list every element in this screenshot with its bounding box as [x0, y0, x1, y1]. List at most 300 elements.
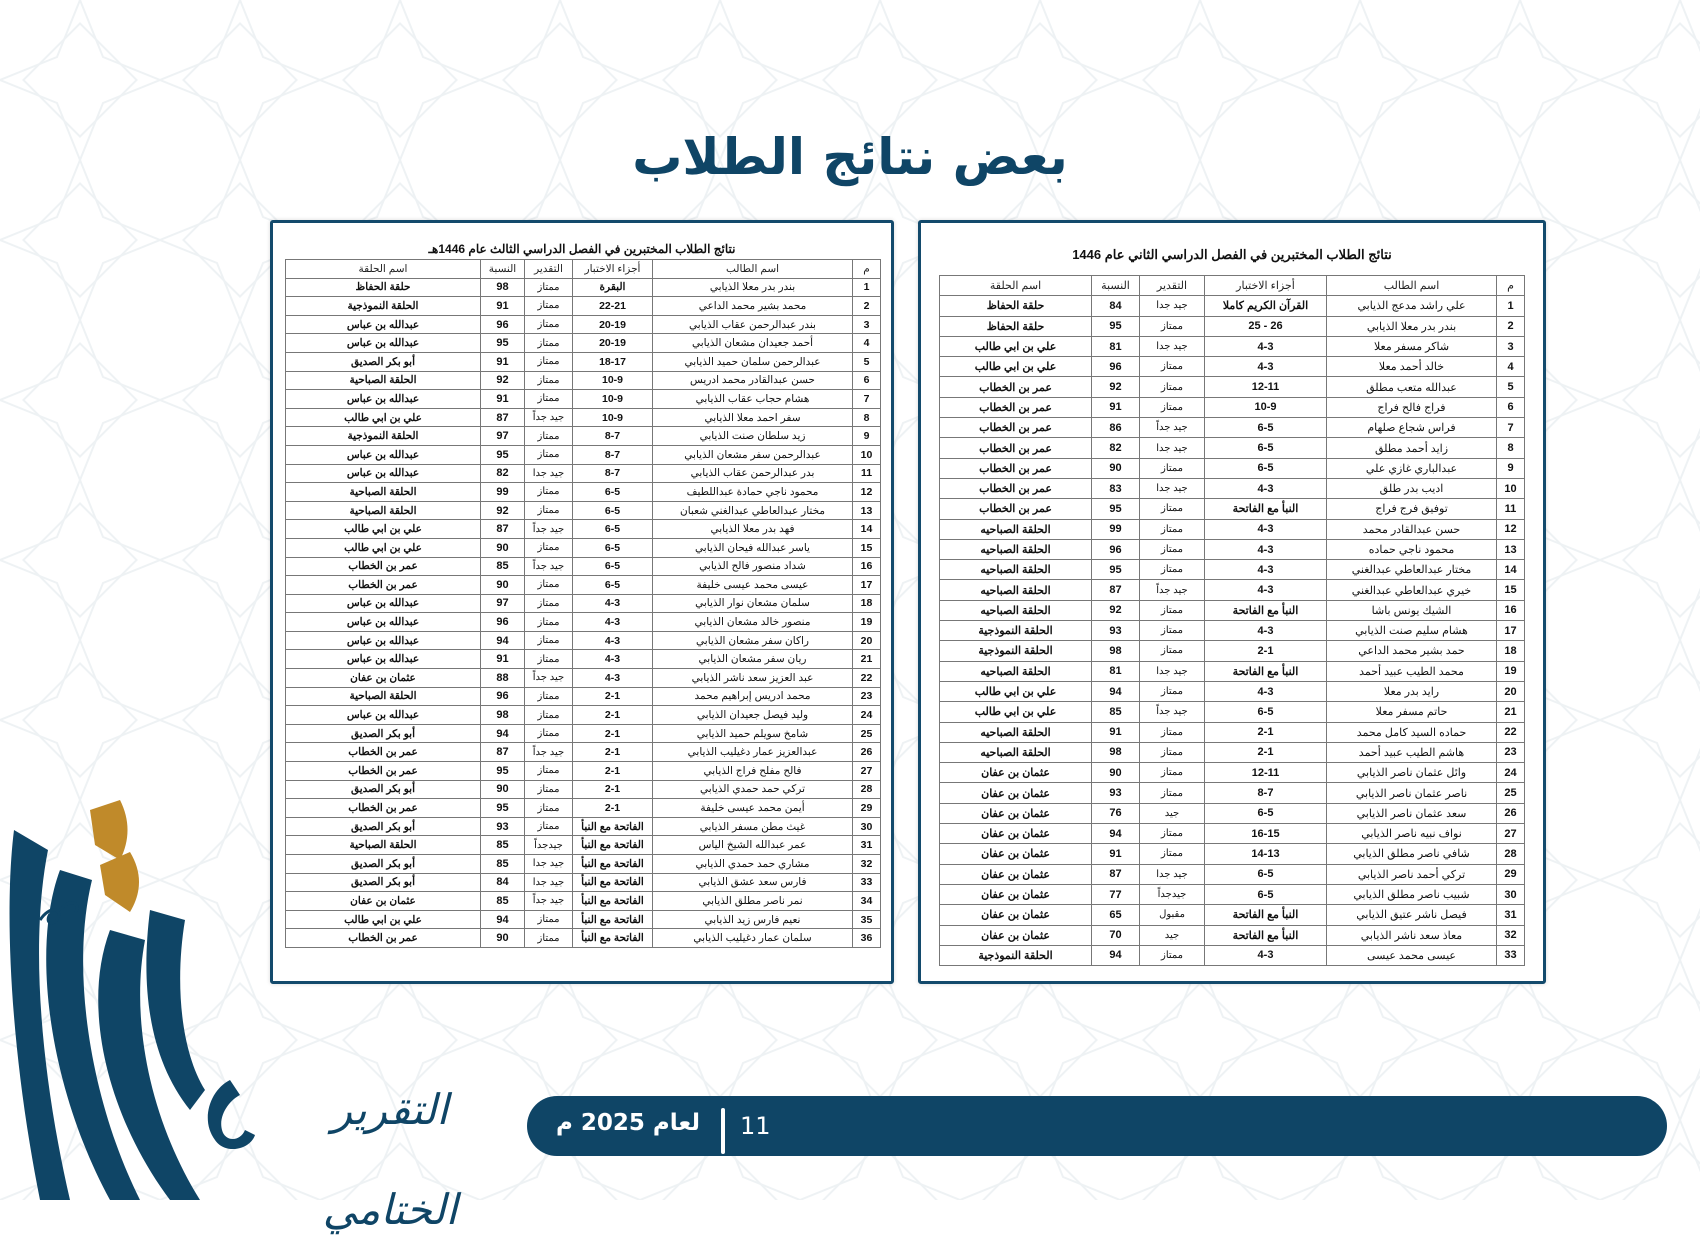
- circle-name: الحلقة الصباحية: [286, 687, 481, 706]
- circle-name: حلقة الحفاظ: [940, 296, 1092, 316]
- row-index: 31: [1497, 905, 1525, 925]
- test-parts: 6-5: [1205, 803, 1327, 823]
- test-parts: 2-1: [573, 780, 653, 799]
- table-row: [940, 336, 1525, 356]
- score: 92: [481, 371, 525, 390]
- circle-name: أبو بكر الصديق: [286, 873, 481, 892]
- row-index: 5: [853, 352, 881, 371]
- table-row: [286, 390, 881, 409]
- student-name: هاشم الطيب عبيد أحمد: [1327, 742, 1497, 762]
- table-row: [940, 803, 1525, 823]
- grade: ممتاز: [1140, 641, 1205, 661]
- test-parts: 12-11: [1205, 763, 1327, 783]
- grade: ممتاز: [1140, 539, 1205, 559]
- score: 94: [481, 631, 525, 650]
- student-name: فارس سعد عشق الذيابي: [653, 873, 853, 892]
- test-parts: 6-5: [573, 501, 653, 520]
- student-name: شامخ سويلم حميد الذيابي: [653, 724, 853, 743]
- test-parts: 26 - 25: [1205, 316, 1327, 336]
- student-name: مشاري حمد حمدي الذيابي: [653, 855, 853, 874]
- grade: ممتاز: [525, 929, 573, 948]
- report-title-calligraphy: التقرير الختامي: [322, 1085, 458, 1234]
- row-index: 15: [853, 538, 881, 557]
- circle-name: عمر بن الخطاب: [286, 576, 481, 595]
- results-panel-third-term: [270, 220, 894, 984]
- score: 84: [481, 873, 525, 892]
- circle-name: علي بن ابي طالب: [286, 408, 481, 427]
- student-name: محمود ناجي حماده: [1327, 539, 1497, 559]
- score: 86: [1092, 418, 1140, 438]
- student-name: سفر احمد معلا الذيابي: [653, 408, 853, 427]
- student-name: نمر ناصر مطلق الذيابي: [653, 892, 853, 911]
- row-index: 9: [1497, 458, 1525, 478]
- grade: ممتاز: [1140, 824, 1205, 844]
- circle-name: الحلقة الصباحية: [286, 483, 481, 502]
- row-index: 32: [1497, 925, 1525, 945]
- score: 98: [481, 278, 525, 297]
- test-parts: 2-1: [573, 799, 653, 818]
- test-parts: 4-3: [1205, 539, 1327, 559]
- grade: جيد جدا: [1140, 336, 1205, 356]
- table-row: [940, 702, 1525, 722]
- header-circle: اسم الحلقة: [286, 260, 481, 279]
- footer-divider: [721, 1108, 725, 1154]
- header-circle: اسم الحلقة: [940, 276, 1092, 296]
- circle-name: عثمان بن عفان: [940, 925, 1092, 945]
- student-name: عمر عبدالله الشيخ الياس: [653, 836, 853, 855]
- circle-name: عثمان بن عفان: [940, 763, 1092, 783]
- test-parts: 10-9: [573, 390, 653, 409]
- circle-name: الحلقة الصباحيه: [940, 560, 1092, 580]
- score: 90: [1092, 763, 1140, 783]
- score: 92: [481, 501, 525, 520]
- grade: ممتاز: [1140, 377, 1205, 397]
- table-row: [940, 397, 1525, 417]
- score: 95: [481, 334, 525, 353]
- circle-name: عبدالله بن عباس: [286, 594, 481, 613]
- score: 84: [1092, 296, 1140, 316]
- table-row: [940, 742, 1525, 762]
- student-name: شاكر مسفر معلا: [1327, 336, 1497, 356]
- circle-name: عمر بن الخطاب: [940, 377, 1092, 397]
- table-row: [286, 799, 881, 818]
- table-row: [286, 743, 881, 762]
- test-parts: 20-19: [573, 334, 653, 353]
- table-row: [940, 925, 1525, 945]
- test-parts: 4-3: [1205, 336, 1327, 356]
- test-parts: 2-1: [1205, 722, 1327, 742]
- score: 97: [481, 594, 525, 613]
- circle-name: عبدالله بن عباس: [286, 631, 481, 650]
- student-name: شبيب ناصر مطلق الذيابي: [1327, 884, 1497, 904]
- score: 95: [481, 799, 525, 818]
- grade: ممتاز: [1140, 742, 1205, 762]
- grade: جيد جداً: [1140, 418, 1205, 438]
- test-parts: القرآن الكريم كاملا: [1205, 296, 1327, 316]
- student-name: رايد بدر معلا: [1327, 681, 1497, 701]
- score: 87: [1092, 864, 1140, 884]
- table-row: [286, 408, 881, 427]
- row-index: 33: [853, 873, 881, 892]
- row-index: 16: [853, 557, 881, 576]
- row-index: 15: [1497, 580, 1525, 600]
- table-row: [286, 855, 881, 874]
- circle-name: عثمان بن عفان: [940, 864, 1092, 884]
- circle-name: الحلقة الصباحيه: [940, 742, 1092, 762]
- circle-name: أبو بكر الصديق: [286, 724, 481, 743]
- table-row: [286, 910, 881, 929]
- grade: ممتاز: [525, 538, 573, 557]
- score: 94: [1092, 945, 1140, 965]
- table-row: [940, 641, 1525, 661]
- score: 91: [1092, 844, 1140, 864]
- header-index: م: [853, 260, 881, 279]
- student-name: أيمن محمد عيسى خليفة: [653, 799, 853, 818]
- grade: جيد جدا: [1140, 478, 1205, 498]
- grade: ممتاز: [1140, 499, 1205, 519]
- table-row: [286, 669, 881, 688]
- table-row: [940, 499, 1525, 519]
- test-parts: 2-1: [1205, 742, 1327, 762]
- grade: ممتاز: [525, 427, 573, 446]
- row-index: 17: [853, 576, 881, 595]
- row-index: 23: [1497, 742, 1525, 762]
- circle-name: عبدالله بن عباس: [286, 650, 481, 669]
- table-row: [286, 315, 881, 334]
- score: 91: [481, 297, 525, 316]
- circle-name: عمر بن الخطاب: [940, 478, 1092, 498]
- student-name: منصور خالد مشعان الذيابي: [653, 613, 853, 632]
- circle-name: عبدالله بن عباس: [286, 445, 481, 464]
- test-parts: النبأ مع الفاتحة: [1205, 925, 1327, 945]
- test-parts: 4-3: [1205, 478, 1327, 498]
- table-row: [286, 427, 881, 446]
- circle-name: عبدالله بن عباس: [286, 706, 481, 725]
- row-index: 17: [1497, 621, 1525, 641]
- score: 87: [481, 408, 525, 427]
- student-name: اديب بدر طلق: [1327, 478, 1497, 498]
- circle-name: عمر بن الخطاب: [940, 397, 1092, 417]
- grade: ممتاز: [525, 650, 573, 669]
- table-row: [940, 438, 1525, 458]
- test-parts: 4-3: [573, 631, 653, 650]
- test-parts: 6-5: [573, 538, 653, 557]
- test-parts: 4-3: [1205, 519, 1327, 539]
- student-name: بندر بدر معلا الذيابي: [1327, 316, 1497, 336]
- header-grade: التقدير: [525, 260, 573, 279]
- row-index: 2: [853, 297, 881, 316]
- student-name: فالح مفلح فراج الذيابي: [653, 762, 853, 781]
- table-row: [940, 377, 1525, 397]
- circle-name: علي بن ابي طالب: [940, 681, 1092, 701]
- score: 96: [1092, 357, 1140, 377]
- score: 65: [1092, 905, 1140, 925]
- student-name: فراج فالح فراج: [1327, 397, 1497, 417]
- row-index: 32: [853, 855, 881, 874]
- row-index: 6: [853, 371, 881, 390]
- table-row: [286, 520, 881, 539]
- table-row: [286, 445, 881, 464]
- student-name: شافي ناصر مطلق الذيابي: [1327, 844, 1497, 864]
- score: 81: [1092, 336, 1140, 356]
- student-name: نعيم فارس زيد الذيابي: [653, 910, 853, 929]
- row-index: 26: [853, 743, 881, 762]
- score: 90: [481, 929, 525, 948]
- grade: ممتاز: [525, 799, 573, 818]
- table-row: [286, 892, 881, 911]
- circle-name: الحلقة الصباحيه: [940, 539, 1092, 559]
- score: 92: [1092, 600, 1140, 620]
- student-name: وائل عثمان ناصر الذيابي: [1327, 763, 1497, 783]
- score: 96: [481, 613, 525, 632]
- circle-name: الحلقة الصباحية: [286, 371, 481, 390]
- row-index: 6: [1497, 397, 1525, 417]
- test-parts: النبأ مع الفاتحة: [1205, 499, 1327, 519]
- header-grade: التقدير: [1140, 276, 1205, 296]
- row-index: 18: [1497, 641, 1525, 661]
- score: 99: [1092, 519, 1140, 539]
- table-row: [286, 594, 881, 613]
- row-index: 10: [853, 445, 881, 464]
- circle-name: الحلقة الصباحية: [286, 501, 481, 520]
- row-index: 3: [1497, 336, 1525, 356]
- circle-name: عبدالله بن عباس: [286, 315, 481, 334]
- circle-name: علي بن ابي طالب: [286, 520, 481, 539]
- circle-name: عثمان بن عفان: [940, 905, 1092, 925]
- table-title: نتائج الطلاب المختبرين في الفصل الدراسي الثاني عام 1446: [1072, 247, 1392, 262]
- row-index: 21: [853, 650, 881, 669]
- grade: ممتاز: [1140, 722, 1205, 742]
- student-name: فراس شجاع صلهام: [1327, 418, 1497, 438]
- circle-name: الحلقة الصباحية: [286, 836, 481, 855]
- grade: جيد جدا: [1140, 438, 1205, 458]
- student-name: عبد العزيز سعد ناشر الذيابي: [653, 669, 853, 688]
- grade: ممتاز: [1140, 397, 1205, 417]
- test-parts: 4-3: [573, 613, 653, 632]
- grade: جيدجداً: [1140, 884, 1205, 904]
- student-name: أحمد جعيدان مشعان الذيابي: [653, 334, 853, 353]
- grade: ممتاز: [525, 334, 573, 353]
- test-parts: 6-5: [1205, 418, 1327, 438]
- row-index: 7: [1497, 418, 1525, 438]
- row-index: 29: [1497, 864, 1525, 884]
- table-row: [286, 278, 881, 297]
- header-student-name: اسم الطالب: [653, 260, 853, 279]
- table-row: [940, 722, 1525, 742]
- circle-name: علي بن ابي طالب: [286, 538, 481, 557]
- grade: جيد جدا: [1140, 864, 1205, 884]
- test-parts: 14-13: [1205, 844, 1327, 864]
- row-index: 35: [853, 910, 881, 929]
- student-name: فهد بدر معلا الذيابي: [653, 520, 853, 539]
- calligraphy-logo: [0, 790, 260, 1200]
- grade: جيد: [1140, 925, 1205, 945]
- student-name: حاتم مسفر معلا: [1327, 702, 1497, 722]
- grade: ممتاز: [525, 817, 573, 836]
- student-name: علي راشد مدعج الذيابي: [1327, 296, 1497, 316]
- grade: ممتاز: [525, 483, 573, 502]
- row-index: 19: [853, 613, 881, 632]
- student-name: فيصل ناشر عتيق الذيابي: [1327, 905, 1497, 925]
- score: 98: [1092, 742, 1140, 762]
- test-parts: 6-5: [1205, 864, 1327, 884]
- circle-name: عثمان بن عفان: [940, 884, 1092, 904]
- score: 90: [481, 780, 525, 799]
- circle-name: عثمان بن عفان: [286, 669, 481, 688]
- row-index: 27: [1497, 824, 1525, 844]
- circle-name: أبو بكر الصديق: [286, 817, 481, 836]
- test-parts: 20-19: [573, 315, 653, 334]
- table-row: [940, 316, 1525, 336]
- student-name: غيث مطن مسفر الذيابي: [653, 817, 853, 836]
- score: 91: [481, 390, 525, 409]
- student-name: بندر بدر معلا الذيابي: [653, 278, 853, 297]
- test-parts: 6-5: [1205, 438, 1327, 458]
- score: 82: [1092, 438, 1140, 458]
- student-name: وليد فيصل جعيدان الذيابي: [653, 706, 853, 725]
- student-name: معاذ سعد ناشر الذيابي: [1327, 925, 1497, 945]
- score: 95: [481, 445, 525, 464]
- circle-name: عثمان بن عفان: [940, 783, 1092, 803]
- circle-name: عثمان بن عفان: [940, 844, 1092, 864]
- score: 91: [1092, 397, 1140, 417]
- table-row: [286, 557, 881, 576]
- grade: ممتاز: [525, 315, 573, 334]
- test-parts: 2-1: [573, 687, 653, 706]
- student-name: حسن عبدالقادر محمد ادريس: [653, 371, 853, 390]
- score: 76: [1092, 803, 1140, 823]
- grade: ممتاز: [525, 910, 573, 929]
- student-name: خالد أحمد معلا: [1327, 357, 1497, 377]
- row-index: 13: [1497, 539, 1525, 559]
- circle-name: الحلقة النموذجية: [286, 297, 481, 316]
- test-parts: الفاتحة مع النبأ: [573, 910, 653, 929]
- table-row: [940, 418, 1525, 438]
- test-parts: 16-15: [1205, 824, 1327, 844]
- circle-name: علي بن ابي طالب: [940, 702, 1092, 722]
- row-index: 34: [853, 892, 881, 911]
- row-index: 24: [853, 706, 881, 725]
- score: 81: [1092, 661, 1140, 681]
- table-row: [286, 371, 881, 390]
- test-parts: النبأ مع الفاتحة: [1205, 600, 1327, 620]
- circle-name: عمر بن الخطاب: [286, 762, 481, 781]
- score: 96: [481, 687, 525, 706]
- student-name: نواف نبيه ناصر الذيابي: [1327, 824, 1497, 844]
- test-parts: 10-9: [573, 371, 653, 390]
- test-parts: 8-7: [573, 427, 653, 446]
- table-row: [286, 334, 881, 353]
- grade: جيد جداً: [525, 520, 573, 539]
- test-parts: 2-1: [573, 762, 653, 781]
- grade: ممتاز: [525, 706, 573, 725]
- score: 97: [481, 427, 525, 446]
- circle-name: عمر بن الخطاب: [940, 438, 1092, 458]
- table-row: [286, 352, 881, 371]
- test-parts: 4-3: [573, 594, 653, 613]
- test-parts: 2-1: [573, 706, 653, 725]
- row-index: 8: [853, 408, 881, 427]
- header-score: النسبة: [481, 260, 525, 279]
- student-name: حسن عبدالقادر محمد: [1327, 519, 1497, 539]
- student-name: عيسى محمد عيسى: [1327, 945, 1497, 965]
- circle-name: عبدالله بن عباس: [286, 390, 481, 409]
- row-index: 25: [853, 724, 881, 743]
- score: 93: [1092, 621, 1140, 641]
- student-name: زايد أحمد مطلق: [1327, 438, 1497, 458]
- row-index: 20: [853, 631, 881, 650]
- table-row: [940, 824, 1525, 844]
- grade: ممتاز: [525, 390, 573, 409]
- table-row: [286, 501, 881, 520]
- score: 87: [481, 743, 525, 762]
- row-index: 20: [1497, 681, 1525, 701]
- table-header-row: [286, 260, 881, 279]
- grade: ممتاز: [1140, 316, 1205, 336]
- circle-name: عبدالله بن عباس: [286, 613, 481, 632]
- circle-name: عمر بن الخطاب: [940, 458, 1092, 478]
- circle-name: عمر بن الخطاب: [940, 418, 1092, 438]
- score: 95: [1092, 316, 1140, 336]
- table-row: [286, 817, 881, 836]
- grade: ممتاز: [525, 352, 573, 371]
- grade: ممتاز: [1140, 519, 1205, 539]
- grade: ممتاز: [1140, 560, 1205, 580]
- test-parts: الفاتحة مع النبأ: [573, 892, 653, 911]
- grade: جيد جداً: [525, 892, 573, 911]
- circle-name: علي بن ابي طالب: [940, 336, 1092, 356]
- test-parts: 6-5: [573, 576, 653, 595]
- score: 93: [481, 817, 525, 836]
- table-row: [940, 539, 1525, 559]
- table-row: [940, 296, 1525, 316]
- score: 91: [481, 650, 525, 669]
- score: 94: [481, 910, 525, 929]
- row-index: 9: [853, 427, 881, 446]
- grade: ممتاز: [1140, 844, 1205, 864]
- test-parts: البقرة: [573, 278, 653, 297]
- row-index: 13: [853, 501, 881, 520]
- circle-name: الحلقة النموذجية: [940, 945, 1092, 965]
- header-score: النسبة: [1092, 276, 1140, 296]
- student-name: محمد الطيب عبيد أحمد: [1327, 661, 1497, 681]
- row-index: 18: [853, 594, 881, 613]
- test-parts: 4-3: [1205, 357, 1327, 377]
- grade: ممتاز: [525, 724, 573, 743]
- row-index: 31: [853, 836, 881, 855]
- test-parts: 6-5: [1205, 884, 1327, 904]
- score: 90: [481, 538, 525, 557]
- score: 94: [1092, 824, 1140, 844]
- row-index: 29: [853, 799, 881, 818]
- score: 82: [481, 464, 525, 483]
- score: 99: [481, 483, 525, 502]
- table-row: [940, 681, 1525, 701]
- score: 85: [1092, 702, 1140, 722]
- score: 94: [481, 724, 525, 743]
- table-row: [940, 661, 1525, 681]
- table-row: [286, 464, 881, 483]
- test-parts: 4-3: [1205, 580, 1327, 600]
- table-row: [940, 945, 1525, 965]
- row-index: 11: [1497, 499, 1525, 519]
- table-row: [286, 929, 881, 948]
- student-name: توفيق فرج فراج: [1327, 499, 1497, 519]
- row-index: 5: [1497, 377, 1525, 397]
- circle-name: عثمان بن عفان: [940, 803, 1092, 823]
- score: 85: [481, 836, 525, 855]
- results-table-second-term: [939, 275, 1525, 966]
